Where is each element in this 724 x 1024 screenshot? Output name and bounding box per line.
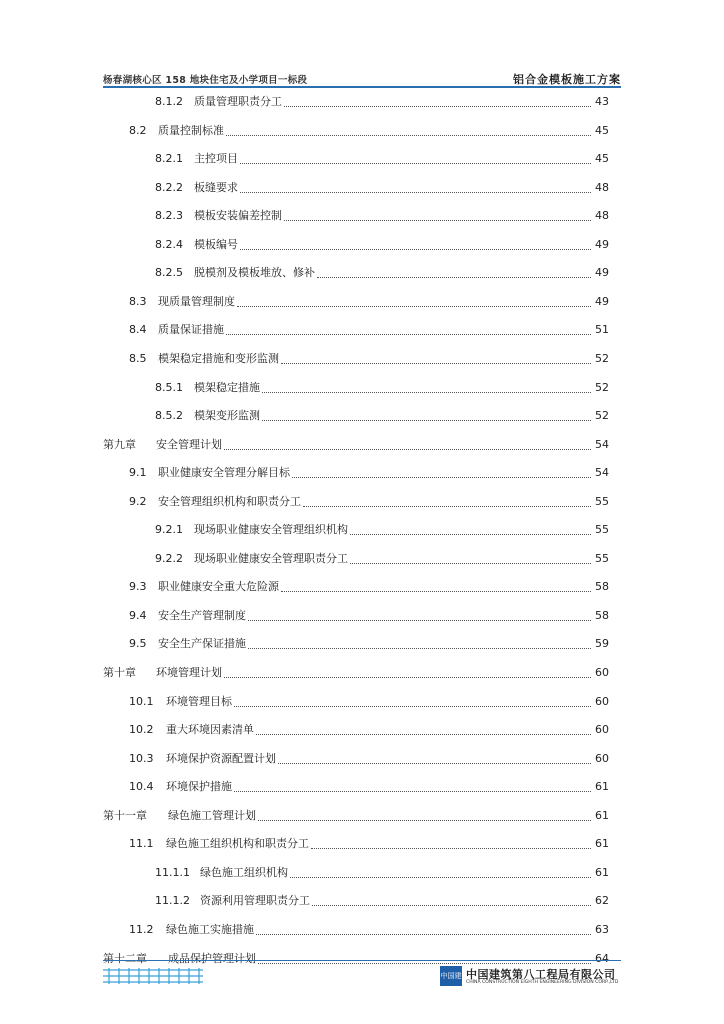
toc-entry[interactable]: [0, 265, 724, 281]
toc-entry[interactable]: [0, 608, 724, 624]
toc-entry-number: 8.2.3: [155, 209, 183, 222]
toc-entry-number: 8.5.1: [155, 381, 183, 394]
toc-entry[interactable]: [0, 294, 724, 310]
toc-entry-label: 现场职业健康安全管理职责分工: [194, 552, 348, 565]
toc-entry-page: 52: [591, 351, 609, 367]
toc-entry-label: 模架稳定措施和变形监测: [158, 352, 279, 365]
toc-entry[interactable]: [0, 694, 724, 710]
toc-entry-label: 模板编号: [194, 238, 238, 251]
toc-entry-label: 重大环境因素清单: [166, 723, 254, 736]
toc-entry-number: 8.2.2: [155, 181, 183, 194]
toc-entry-label: 环境管理计划: [156, 666, 222, 679]
toc-entry-page: 48: [591, 180, 609, 196]
toc-entry-number: 8.2: [129, 124, 147, 137]
toc-entry[interactable]: [0, 408, 724, 424]
toc-entry-page: 60: [591, 722, 609, 738]
toc-entry-number: 9.4: [129, 609, 147, 622]
toc-entry-label: 安全生产保证措施: [158, 637, 246, 650]
toc-entry[interactable]: [0, 380, 724, 396]
toc-leader-dots: [278, 747, 591, 764]
toc-entry[interactable]: [0, 951, 724, 967]
toc-leader-dots: [312, 889, 591, 906]
toc-entry[interactable]: [0, 494, 724, 510]
toc-entry[interactable]: [0, 836, 724, 852]
toc-leader-dots: [248, 604, 591, 621]
toc-entry-page: 64: [591, 951, 609, 967]
toc-leader-dots: [317, 261, 591, 278]
header-project-title: 杨春湖核心区 158 地块住宅及小学项目一标段: [103, 75, 308, 86]
toc-entry[interactable]: [0, 808, 724, 824]
toc-entry-label: 现场职业健康安全管理组织机构: [194, 523, 348, 536]
toc-entry[interactable]: [0, 351, 724, 367]
toc-entry-page: 52: [591, 380, 609, 396]
toc-entry[interactable]: [0, 779, 724, 795]
toc-entry-number: 第十二章: [103, 952, 147, 965]
toc-entry[interactable]: [0, 465, 724, 481]
toc-entry-page: 54: [591, 465, 609, 481]
toc-entry-number: 10.2: [129, 723, 154, 736]
toc-entry-label: 质量保证措施: [158, 323, 224, 336]
toc-entry-number: 11.2: [129, 923, 154, 936]
toc-entry-number: 11.1.1: [155, 866, 190, 879]
footer-decorative-pattern: [103, 966, 203, 986]
toc-leader-dots: [281, 347, 591, 364]
header-doc-title: 铝合金模板施工方案: [513, 73, 621, 86]
toc-entry[interactable]: [0, 94, 724, 110]
page-header: [103, 71, 621, 87]
toc-leader-dots: [256, 918, 591, 935]
toc-entry-page: 49: [591, 237, 609, 253]
toc-entry-page: 59: [591, 636, 609, 652]
toc-entry-label: 质量控制标准: [158, 124, 224, 137]
toc-entry-number: 8.4: [129, 323, 147, 336]
toc-entry-page: 61: [591, 808, 609, 824]
toc-entry-number: 8.5.2: [155, 409, 183, 422]
toc-entry-number: 9.3: [129, 580, 147, 593]
toc-entry-page: 58: [591, 579, 609, 595]
footer-divider: [103, 960, 621, 961]
toc-entry-label: 质量管理职责分工: [194, 95, 282, 108]
toc-leader-dots: [262, 376, 591, 393]
toc-entry[interactable]: [0, 237, 724, 253]
toc-entry[interactable]: [0, 893, 724, 909]
toc-leader-dots: [234, 775, 591, 792]
toc-entry-number: 11.1: [129, 837, 154, 850]
toc-entry[interactable]: [0, 522, 724, 538]
toc-leader-dots: [248, 632, 591, 649]
toc-entry-number: 11.1.2: [155, 894, 190, 907]
toc-leader-dots: [311, 832, 591, 849]
cscec-logo-icon: 中国建筑: [440, 966, 462, 986]
toc-leader-dots: [256, 718, 591, 735]
toc-entry-page: 45: [591, 123, 609, 139]
toc-entry-page: 55: [591, 522, 609, 538]
toc-entry-label: 模架稳定措施: [194, 381, 260, 394]
toc-entry-page: 49: [591, 265, 609, 281]
toc-leader-dots: [303, 490, 591, 507]
toc-leader-dots: [240, 176, 591, 193]
toc-entry-page: 58: [591, 608, 609, 624]
toc-entry-number: 8.1.2: [155, 95, 183, 108]
toc-entry-page: 60: [591, 694, 609, 710]
toc-entry[interactable]: [0, 551, 724, 567]
toc-entry-number: 第十一章: [103, 809, 147, 822]
toc-entry-page: 43: [591, 94, 609, 110]
toc-entry-number: 9.2.2: [155, 552, 183, 565]
toc-entry-label: 绿色施工组织机构: [200, 866, 288, 879]
toc-entry-label: 绿色施工实施措施: [166, 923, 254, 936]
toc-entry-page: 52: [591, 408, 609, 424]
toc-entry-page: 45: [591, 151, 609, 167]
toc-entry[interactable]: [0, 180, 724, 196]
toc-entry-number: 10.4: [129, 780, 154, 793]
toc-entry[interactable]: [0, 208, 724, 224]
toc-leader-dots: [284, 204, 591, 221]
toc-entry-page: 48: [591, 208, 609, 224]
toc-entry-page: 55: [591, 494, 609, 510]
toc-leader-dots: [258, 804, 591, 821]
toc-entry-label: 职业健康安全管理分解目标: [158, 466, 290, 479]
toc-leader-dots: [292, 461, 591, 478]
toc-entry-label: 安全管理计划: [156, 438, 222, 451]
toc-leader-dots: [290, 861, 591, 878]
toc-leader-dots: [240, 233, 591, 250]
toc-entry[interactable]: [0, 123, 724, 139]
toc-entry-number: 8.2.4: [155, 238, 183, 251]
toc-entry-label: 绿色施工组织机构和职责分工: [166, 837, 309, 850]
toc-entry-label: 绿色施工管理计划: [168, 809, 256, 822]
toc-entry-number: 9.1: [129, 466, 147, 479]
toc-leader-dots: [262, 404, 591, 421]
toc-entry-label: 安全生产管理制度: [158, 609, 246, 622]
toc-leader-dots: [284, 90, 591, 107]
toc-entry-number: 9.2: [129, 495, 147, 508]
toc-entry-page: 63: [591, 922, 609, 938]
toc-entry-label: 现质量管理制度: [158, 295, 235, 308]
toc-entry-number: 8.5: [129, 352, 147, 365]
toc-entry-label: 模架变形监测: [194, 409, 260, 422]
toc-entry[interactable]: [0, 437, 724, 453]
toc-entry[interactable]: [0, 751, 724, 767]
toc-entry-label: 安全管理组织机构和职责分工: [158, 495, 301, 508]
toc-entry-label: 环境管理目标: [166, 695, 232, 708]
toc-entry-number: 10.1: [129, 695, 154, 708]
toc-entry-label: 环境保护措施: [166, 780, 232, 793]
toc-leader-dots: [224, 433, 591, 450]
toc-entry-label: 主控项目: [194, 152, 238, 165]
toc-leader-dots: [281, 575, 591, 592]
toc-leader-dots: [350, 547, 591, 564]
toc-leader-dots: [226, 318, 591, 335]
toc-entry[interactable]: [0, 636, 724, 652]
toc-leader-dots: [258, 947, 591, 964]
toc-entry-page: 51: [591, 322, 609, 338]
toc-leader-dots: [240, 147, 591, 164]
toc-leader-dots: [234, 690, 591, 707]
toc-entry-page: 54: [591, 437, 609, 453]
toc-entry[interactable]: [0, 579, 724, 595]
toc-leader-dots: [226, 119, 591, 136]
toc-entry-number: 9.2.1: [155, 523, 183, 536]
toc-entry-label: 环境保护资源配置计划: [166, 752, 276, 765]
toc-entry-number: 8.3: [129, 295, 147, 308]
toc-entry-number: 8.2.1: [155, 152, 183, 165]
company-logo: [440, 966, 620, 1000]
toc-entry-label: 脱模剂及模板堆放、修补: [194, 266, 315, 279]
toc-leader-dots: [237, 290, 591, 307]
toc-entry[interactable]: [0, 322, 724, 338]
toc-entry-page: 60: [591, 665, 609, 681]
company-name-en: CHINA CONSTRUCTION EIGHTH ENGINEERING DIVISION CORP.,LTD: [466, 980, 619, 985]
toc-leader-dots: [224, 661, 591, 678]
toc-entry-page: 60: [591, 751, 609, 767]
toc-entry-number: 第十章: [103, 666, 136, 679]
toc-entry-page: 55: [591, 551, 609, 567]
toc-entry-page: 62: [591, 893, 609, 909]
toc-entry-page: 61: [591, 779, 609, 795]
toc-entry[interactable]: [0, 722, 724, 738]
toc-entry-label: 成品保护管理计划: [168, 952, 256, 965]
toc-entry[interactable]: [0, 865, 724, 881]
toc-entry-number: 第九章: [103, 438, 136, 451]
toc-entry-label: 资源利用管理职责分工: [200, 894, 310, 907]
toc-entry-label: 模板安装偏差控制: [194, 209, 282, 222]
toc-entry-page: 61: [591, 865, 609, 881]
company-name-cn: 中国建筑第八工程局有限公司: [466, 968, 616, 981]
toc-entry-number: 9.5: [129, 637, 147, 650]
toc-entry[interactable]: [0, 151, 724, 167]
header-divider: [103, 86, 621, 88]
toc-entry-page: 61: [591, 836, 609, 852]
toc-leader-dots: [350, 518, 591, 535]
toc-entry-label: 职业健康安全重大危险源: [158, 580, 279, 593]
toc-entry-label: 板缝要求: [194, 181, 238, 194]
toc-entry[interactable]: [0, 665, 724, 681]
toc-entry-number: 10.3: [129, 752, 154, 765]
toc-entry-number: 8.2.5: [155, 266, 183, 279]
toc-entry[interactable]: [0, 922, 724, 938]
toc-entry-page: 49: [591, 294, 609, 310]
